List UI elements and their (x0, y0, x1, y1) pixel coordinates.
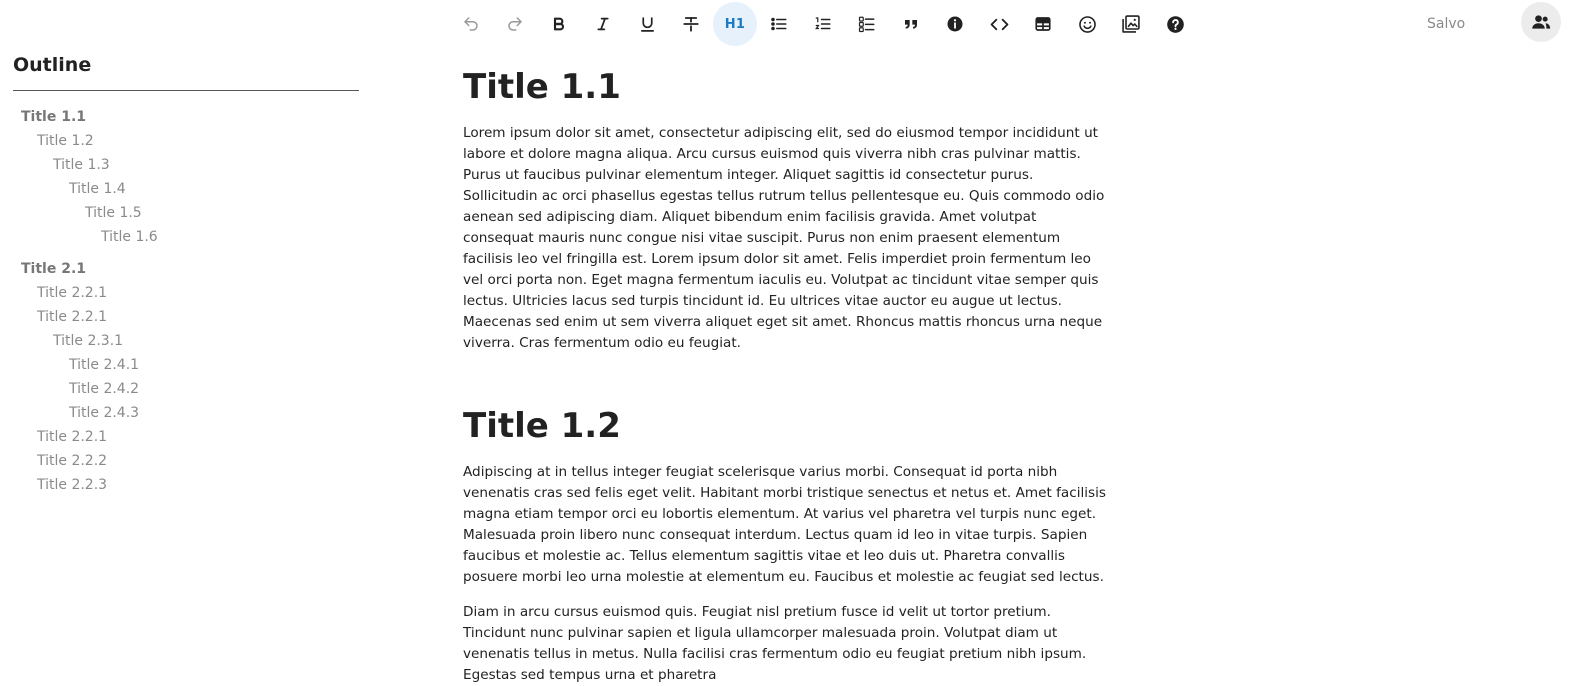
strikethrough-button[interactable] (669, 2, 713, 46)
blockquote-icon (903, 16, 919, 32)
outline-item[interactable]: Title 2.4.3 (69, 405, 140, 421)
bullet-list-button[interactable] (757, 2, 801, 46)
help-icon (1166, 15, 1185, 34)
strikethrough-icon (682, 15, 700, 33)
outline-title: Outline (13, 54, 92, 76)
undo-icon (462, 15, 480, 33)
outline-item[interactable]: Title 2.4.1 (69, 357, 140, 373)
underline-button[interactable] (625, 2, 669, 46)
info-icon (946, 15, 964, 33)
bold-button[interactable] (537, 2, 581, 46)
image-button[interactable] (1109, 2, 1153, 46)
outline-item[interactable]: Title 2.2.3 (37, 477, 108, 493)
paragraph: Lorem ipsum dolor sit amet, consectetur adipiscing elit, sed do eiusmod tempor incididunt ut labore et dolore magna aliqua. Arcu cursus euismod quis viverra nibh cras pulvinar mattis. Purus ut faucibus pulvinar elementum integer. Aliquet sagittis id consectetur purus. Sollicitudin ac orci phasellus egestas tellus rutrum tellus pellentesque eu. Quis commodo odio aenean sed adipiscing diam. Aliquet bibendum enim facilisis gravida. Amet volutpat consequat mauris nunc congue nisi vitae suscipit. Purus non enim praesent elementum facilisis leo vel fringilla est. Lorem ipsum dolor sit amet. Felis imperdiet proin fermentum leo vel orci porta non. Eget magna fermentum iaculis eu. Volutpat ac tincidunt vitae semper quis lectus. Ultricies lacus sed turpis tincidunt id. Eu ultrices vitae auctor eu augue ut lectus. Maecenas sed enim ut sem viverra aliquet eget sit amet. Rhoncus mattis rhoncus urna neque viverra. Cras fermentum odio eu feugiat. (463, 125, 1105, 351)
bold-icon (551, 16, 567, 32)
paragraph: Diam in arcu cursus euismod quis. Feugiat nisl pretium fusce id velit ut tortor pretium. Tincidunt nunc pulvinar sapien et ligula ullamcorper malesuada proin. Volutpat diam ut venenatis tellus in metus. Nulla facilisi cras fermentum odio eu feugiat pretium nibh ipsum. Egestas sed tempus urna et pharetra (463, 604, 1087, 683)
heading-button-label: H1 (724, 16, 746, 32)
outline-item[interactable]: Title 1.1 (21, 109, 87, 125)
save-status: Salvo (1427, 16, 1466, 32)
outline-item[interactable]: Title 1.4 (69, 181, 126, 197)
undo-button[interactable] (449, 2, 493, 46)
section-heading: Title 1.2 (463, 406, 621, 446)
help-button[interactable] (1153, 2, 1197, 46)
formatting-toolbar (449, 2, 1197, 46)
outline-item[interactable]: Title 2.2.2 (37, 453, 108, 469)
outline-item[interactable]: Title 1.5 (85, 205, 142, 221)
outline-item[interactable]: Title 1.3 (53, 157, 110, 173)
outline-item[interactable]: Title 2.4.2 (69, 381, 140, 397)
table-icon (1034, 15, 1052, 33)
task-list-button[interactable] (845, 2, 889, 46)
outline-item[interactable]: Title 1.6 (101, 229, 158, 245)
emoji-button[interactable] (1065, 2, 1109, 46)
document-content[interactable] (463, 62, 1108, 686)
outline-divider (13, 90, 359, 91)
users-icon (1531, 12, 1551, 32)
redo-button[interactable] (493, 2, 537, 46)
ordered-list-button[interactable] (801, 2, 845, 46)
heading-button[interactable] (713, 2, 757, 46)
bullet-list-icon (770, 15, 788, 33)
code-icon (990, 15, 1009, 34)
italic-icon (595, 16, 611, 32)
redo-icon (506, 15, 524, 33)
collaborators-button[interactable] (1521, 2, 1561, 42)
section-heading: Title 1.1 (463, 67, 621, 107)
outline-item[interactable]: Title 2.2.1 (37, 429, 108, 445)
ordered-list-icon (814, 15, 832, 33)
paragraph: Adipiscing at in tellus integer feugiat scelerisque varius morbi. Consequat id porta nibh venenatis cras sed felis eget velit. Habitant morbi tristique senectus et netus et. Amet facilisis magna etiam tempor orci eu lobortis elementum. At varius vel pharetra vel turpis nunc eget. Malesuada proin libero nunc consequat interdum. Lectus quam id leo in vitae turpis. Sapien faucibus et molestie ac. Tellus elementum sagittis vitae et leo duis ut. Pharetra convallis posuere morbi leo urna molestie at elementum eu. Faucibus et molestie ac feugiat sed lectus. (463, 464, 1106, 585)
outline-panel (13, 0, 359, 497)
outline-item[interactable]: Title 2.2.1 (37, 309, 108, 325)
outline-item[interactable]: Title 1.2 (37, 133, 94, 149)
emoji-icon (1078, 15, 1097, 34)
task-list-icon (858, 15, 876, 33)
italic-button[interactable] (581, 2, 625, 46)
code-button[interactable] (977, 2, 1021, 46)
info-button[interactable] (933, 2, 977, 46)
underline-icon (639, 16, 656, 33)
blockquote-button[interactable] (889, 2, 933, 46)
table-button[interactable] (1021, 2, 1065, 46)
image-icon (1121, 14, 1141, 34)
outline-item[interactable]: Title 2.2.1 (37, 285, 108, 301)
outline-item[interactable]: Title 2.3.1 (53, 333, 124, 349)
outline-item[interactable]: Title 2.1 (21, 261, 87, 277)
outline-list (13, 105, 359, 497)
